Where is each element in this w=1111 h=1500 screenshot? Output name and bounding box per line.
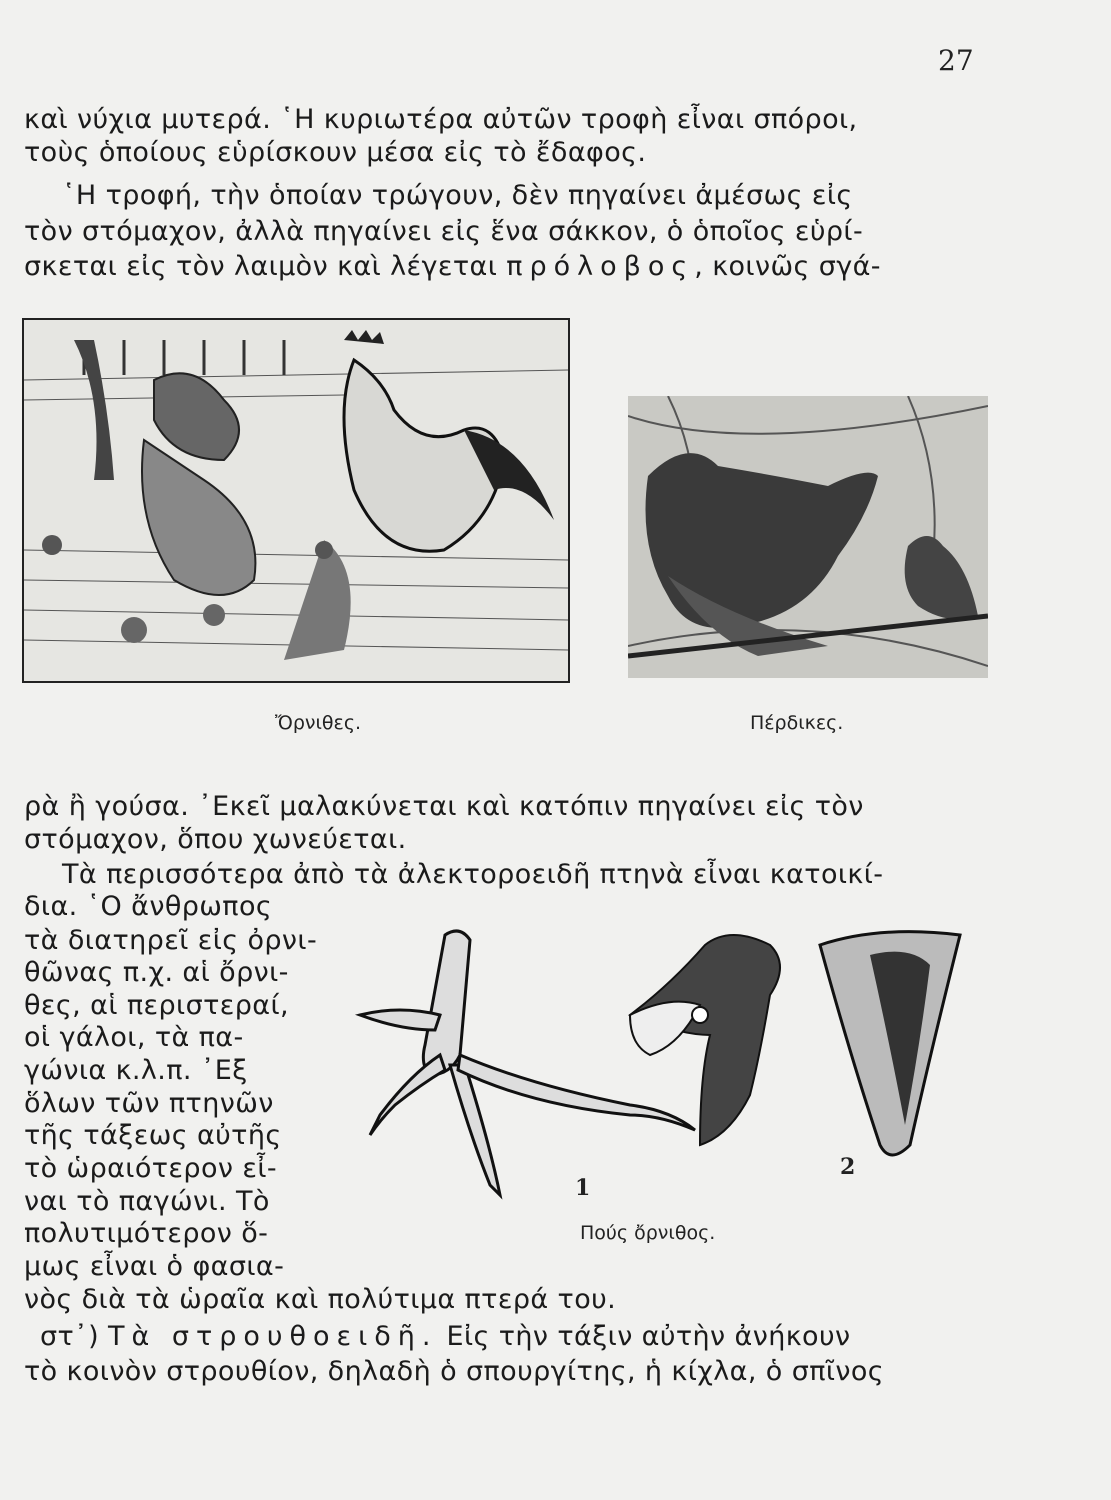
text-line: θῶνας π.χ. αἱ ὄρνι- (24, 957, 289, 988)
text-line: τὸ κοινὸν στρουθίον, δηλαδὴ ὁ σπουργίτης, ἡ κίχλα, ὁ σπῖνος (24, 1356, 885, 1387)
page-number: 27 (938, 44, 974, 77)
section-heading: Τὰ στρουθοειδῆ. (108, 1321, 438, 1352)
text-fragment: Εἰς τὴν τάξιν αὐτὴν ἀνήκουν (437, 1321, 851, 1352)
text-line: μως εἶναι ὁ φασια- (24, 1251, 285, 1282)
text-line: Τὰ περισσότερα ἀπὸ τὰ ἀλεκτοροειδῆ πτηνὰ εἶναι κατοικί- (62, 859, 884, 890)
text-fragment: , κοινῶς σγά- (694, 251, 881, 282)
text-line: τῆς τάξεως αὐτῆς (24, 1120, 282, 1151)
section-number: στ᾿) (40, 1321, 100, 1352)
figure-label-2: 2 (840, 1154, 856, 1180)
text-line: δια. ῾Ο ἄνθρωπος (24, 891, 273, 922)
text-line: θες, αἱ περιστεραί, (24, 990, 289, 1021)
text-line: τὸν στόμαχον, ἀλλὰ πηγαίνει εἰς ἕνα σάκκον, ὁ ὁποῖος εὑρί- (24, 216, 864, 247)
text-line: στόμαχον, ὅπου χωνεύεται. (24, 824, 407, 855)
text-line: καὶ νύχια μυτερά. ῾Η κυριωτέρα αὐτῶν τροφὴ εἶναι σπόροι, (24, 104, 858, 135)
text-line: τοὺς ὁποίους εὑρίσκουν μέσα εἰς τὸ ἔδαφος. (24, 137, 647, 168)
text-line: νὸς διὰ τὰ ὡραῖα καὶ πολύτιμα πτερά του. (24, 1284, 617, 1315)
partridges-caption: Πέρδικες. (750, 712, 844, 734)
text-line: οἱ γάλοι, τὰ πα- (24, 1022, 244, 1053)
figure-label-1: 1 (575, 1175, 591, 1201)
text-line: τὸ ὡραιότερον εἶ- (24, 1153, 278, 1184)
text-line: ὅλων τῶν πτηνῶν (24, 1088, 274, 1119)
hens-caption: Ὄρνιθες. (275, 712, 362, 734)
partridges-illustration (628, 396, 988, 678)
text-line: γώνια κ.λ.π. ᾿Εξ (24, 1055, 248, 1086)
text-line: πολυτιμότερον ὅ- (24, 1218, 269, 1249)
text-line: τὰ διατηρεῖ εἰς ὀρνι- (24, 925, 318, 956)
foot-caption: Πούς ὄρνιθος. (580, 1222, 716, 1244)
text-line: ῾Η τροφή, τὴν ὁποίαν τρώγουν, δὲν πηγαίνει ἀμέσως εἰς (62, 180, 853, 211)
text-line (24, 250, 989, 284)
text-line (40, 1320, 990, 1354)
term-prolovos: πρόλοβος (506, 251, 695, 282)
foot-illustration (350, 905, 980, 1205)
text-line: ρὰ ἢ γούσα. ᾿Εκεῖ μαλακύνεται καὶ κατόπιν πηγαίνει εἰς τὸν (24, 791, 864, 822)
text-line: ναι τὸ παγώνι. Τὸ (24, 1186, 270, 1217)
text-fragment: σκεται εἰς τὸν λαιμὸν καὶ λέγεται (24, 251, 498, 282)
hens-illustration (22, 318, 570, 683)
